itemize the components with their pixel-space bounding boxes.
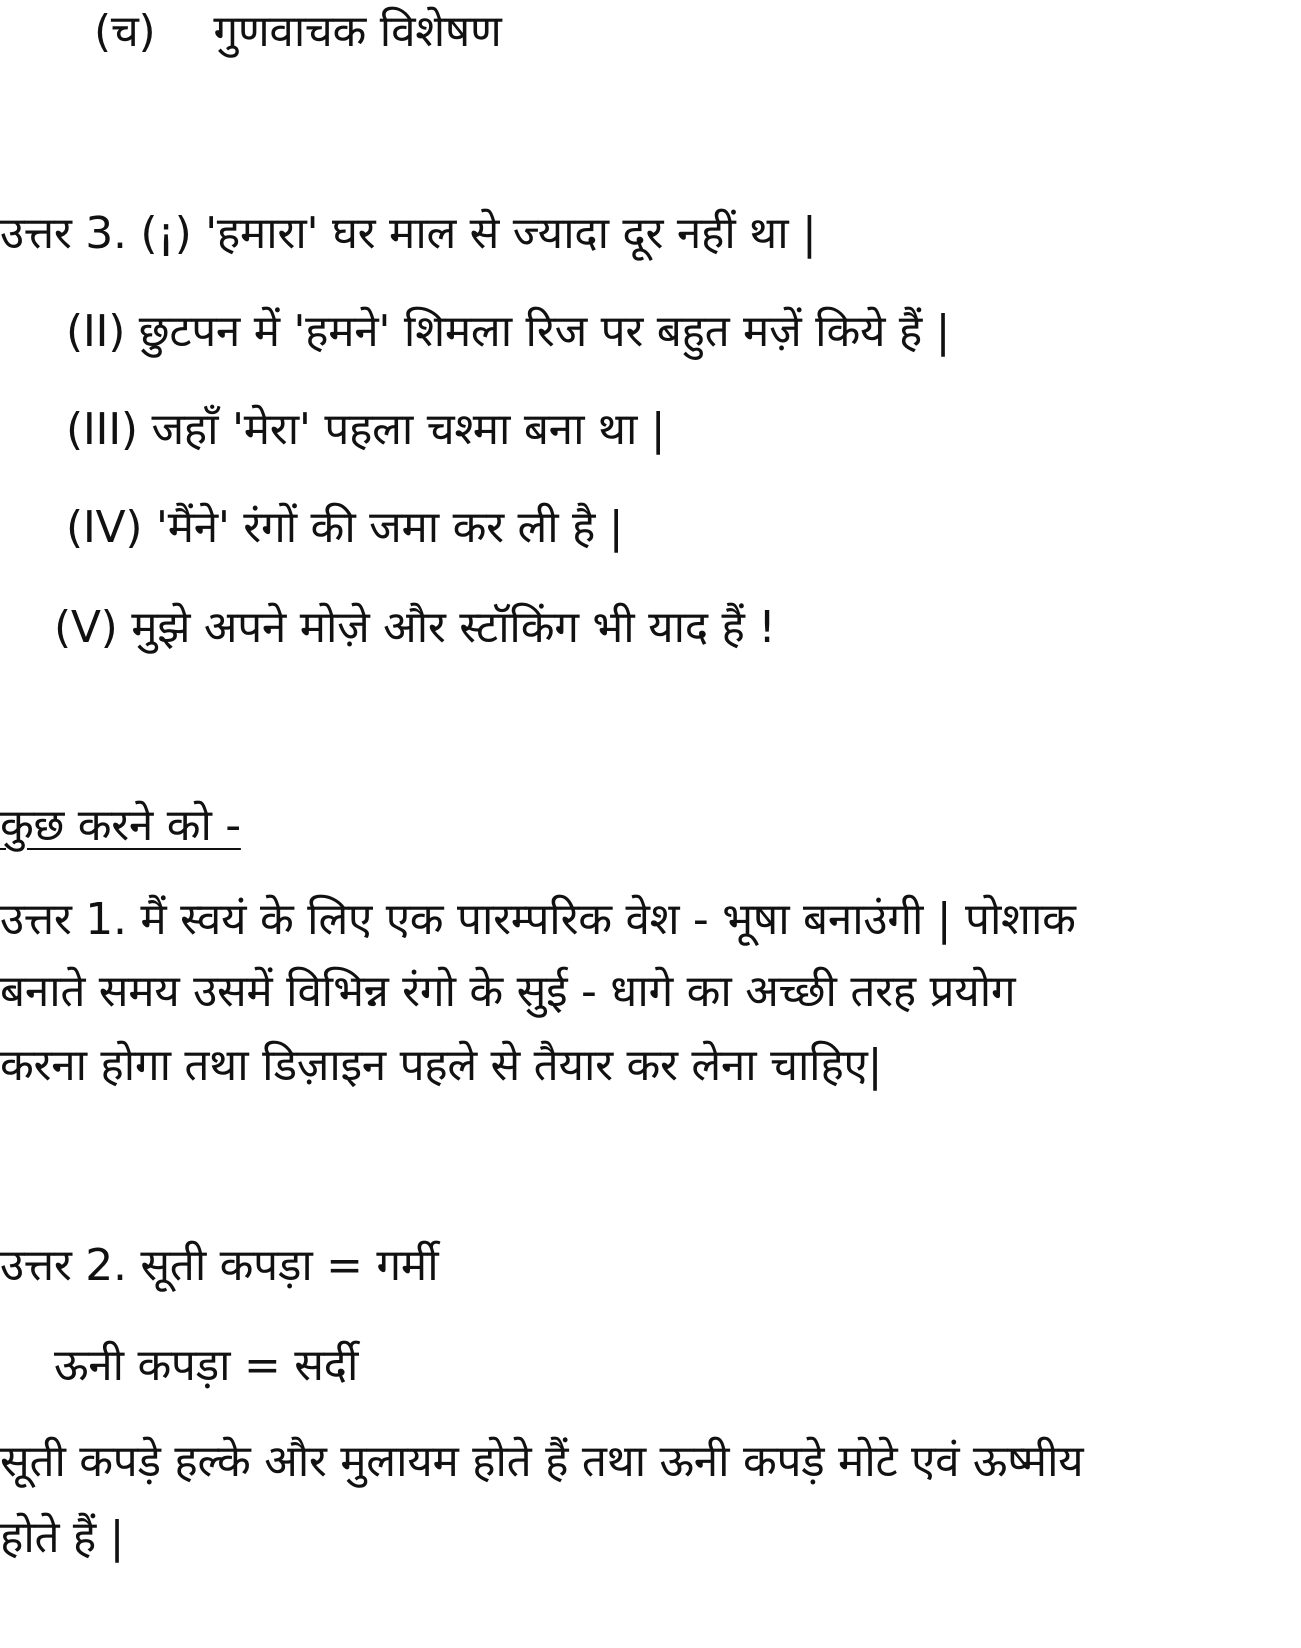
answer-1-line-2: बनाते समय उसमें विभिन्न रंगो के सुई - धागे का अच्छी तरह प्रयोग xyxy=(0,966,1016,1017)
answer-3-i: उत्तर 3. (¡) 'हमारा' घर माल से ज्यादा दूर नहीं था | xyxy=(0,208,817,259)
item-ch xyxy=(94,2,502,62)
answer-1-line-3: करना होगा तथा डिज़ाइन पहले से तैयार कर लेना चाहिए| xyxy=(0,1040,883,1091)
answer-2-cotton: उत्तर 2. सूती कपड़ा = गर्मी xyxy=(0,1240,439,1291)
answer-2-explanation-line-2: होते हैं | xyxy=(0,1512,125,1563)
answer-3-v: (V) मुझे अपने मोज़े और स्टॉकिंग भी याद हैं ! xyxy=(54,602,776,653)
answer-3-iii: (III) जहाँ 'मेरा' पहला चश्मा बना था | xyxy=(66,404,666,455)
answer-1-line-1: उत्तर 1. मैं स्वयं के लिए एक पारम्परिक वेश - भूषा बनाउंगी | पोशाक xyxy=(0,894,1076,945)
item-ch-text: गुणवाचक विशेषण xyxy=(213,6,502,57)
section-heading: कुछ करने को - xyxy=(0,800,241,851)
item-ch-label: (च) xyxy=(94,6,156,57)
answer-2-explanation-line-1: सूती कपड़े हल्के और मुलायम होते हैं तथा ऊनी कपड़े मोटे एवं ऊष्मीय xyxy=(0,1436,1084,1487)
answer-2-wool: ऊनी कपड़ा = सर्दी xyxy=(54,1340,359,1391)
answer-3-iv: (IV) 'मैंने' रंगों की जमा कर ली है | xyxy=(66,502,624,553)
answer-3-ii: (II) छुटपन में 'हमने' शिमला रिज पर बहुत मज़ें किये हैं | xyxy=(66,306,951,357)
